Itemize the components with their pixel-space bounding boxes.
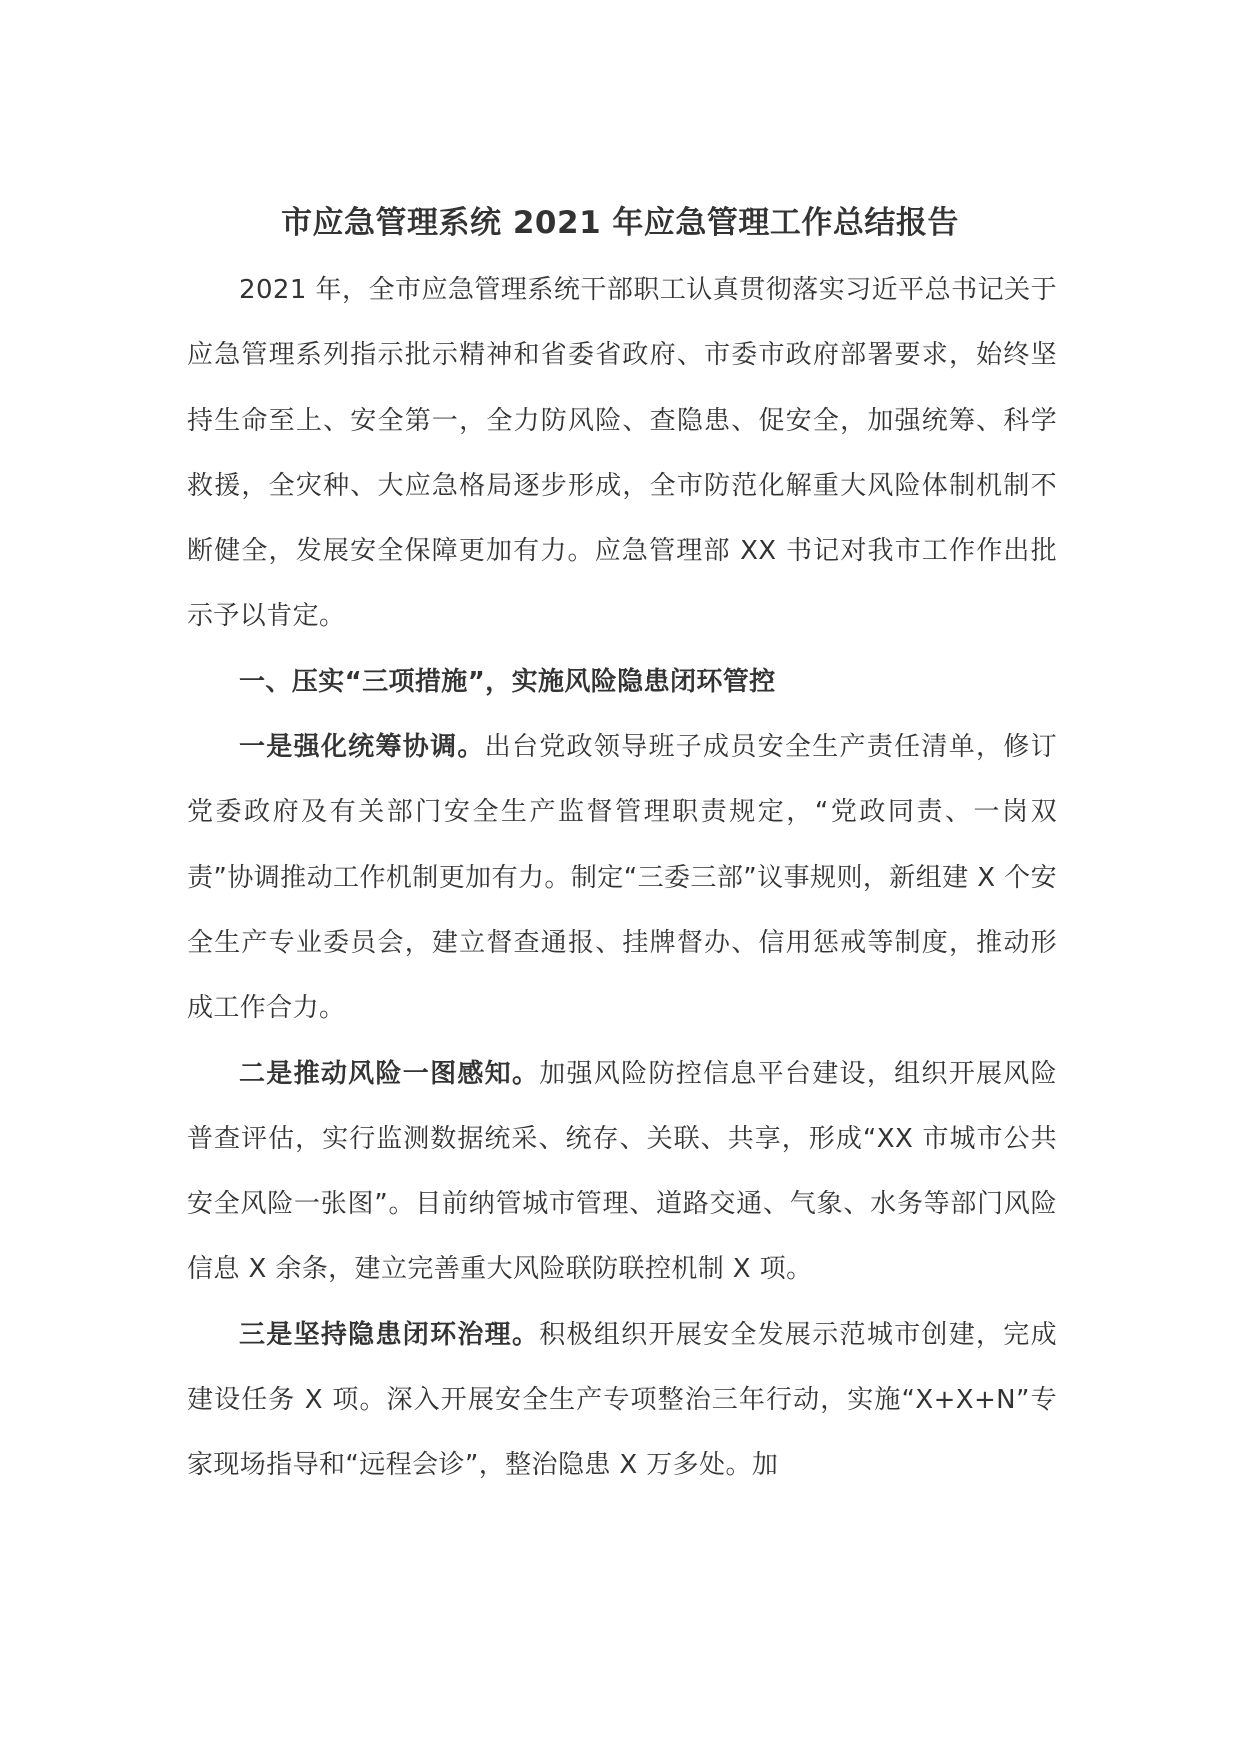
section-heading: 一、压实“三项措施”，实施风险隐患闭环管控	[239, 666, 776, 697]
intro-paragraph: 2021 年，全市应急管理系统干部职工认真贯彻落实习近平总书记关于应急管理系列指示批示精神和省委省政府、市委市政府部署要求，始终坚持生命至上、安全第一，全力防风险、查隐患、促安全，加强统筹、科学救援，全灾种、大应急格局逐步形成，全市防范化解重大风险体制机制不断健全，发展安全保障更加有力。应急管理部 XX 书记对我市工作作出批示予以肯定。	[187, 275, 1057, 632]
document-title: 市应急管理系统 2021 年应急管理工作总结报告	[281, 205, 959, 241]
item-paragraph	[187, 1042, 1057, 1303]
item-lead: 三是坚持隐患闭环治理。	[239, 1319, 540, 1350]
item-text: 积极组织开展安全发展示范城市创建，完成建设任务 X 项。深入开展安全生产专项整治三年行动，实施“X+X+N”专家现场指导和“远程会诊”，整治隐患 X 万多处。加	[187, 1319, 1057, 1481]
item-text: 出台党政领导班子成员安全生产责任清单，修订党委政府及有关部门安全生产监督管理职责规定，“党政同责、一岗双责”协调推动工作机制更加有力。制定“三委三部”议事规则，新组建 X 个安全生产专业委员会，建立督查通报、挂牌督办、信用惩戒等制度，推动形成工作合力。	[187, 732, 1057, 1024]
item-paragraph	[187, 1303, 1057, 1499]
item-text: 加强风险防控信息平台建设，组织开展风险普查评估，实行监测数据统采、统存、关联、共享，形成“XX 市城市公共安全风险一张图”。目前纳管城市管理、道路交通、气象、水务等部门风险信息 X 余条，建立完善重大风险联防联控机制 X 项。	[187, 1058, 1057, 1285]
document-body	[187, 258, 1057, 1499]
item-paragraph	[187, 715, 1057, 1041]
item-lead: 二是推动风险一图感知。	[239, 1058, 540, 1089]
item-lead: 一是强化统筹协调。	[239, 732, 485, 763]
